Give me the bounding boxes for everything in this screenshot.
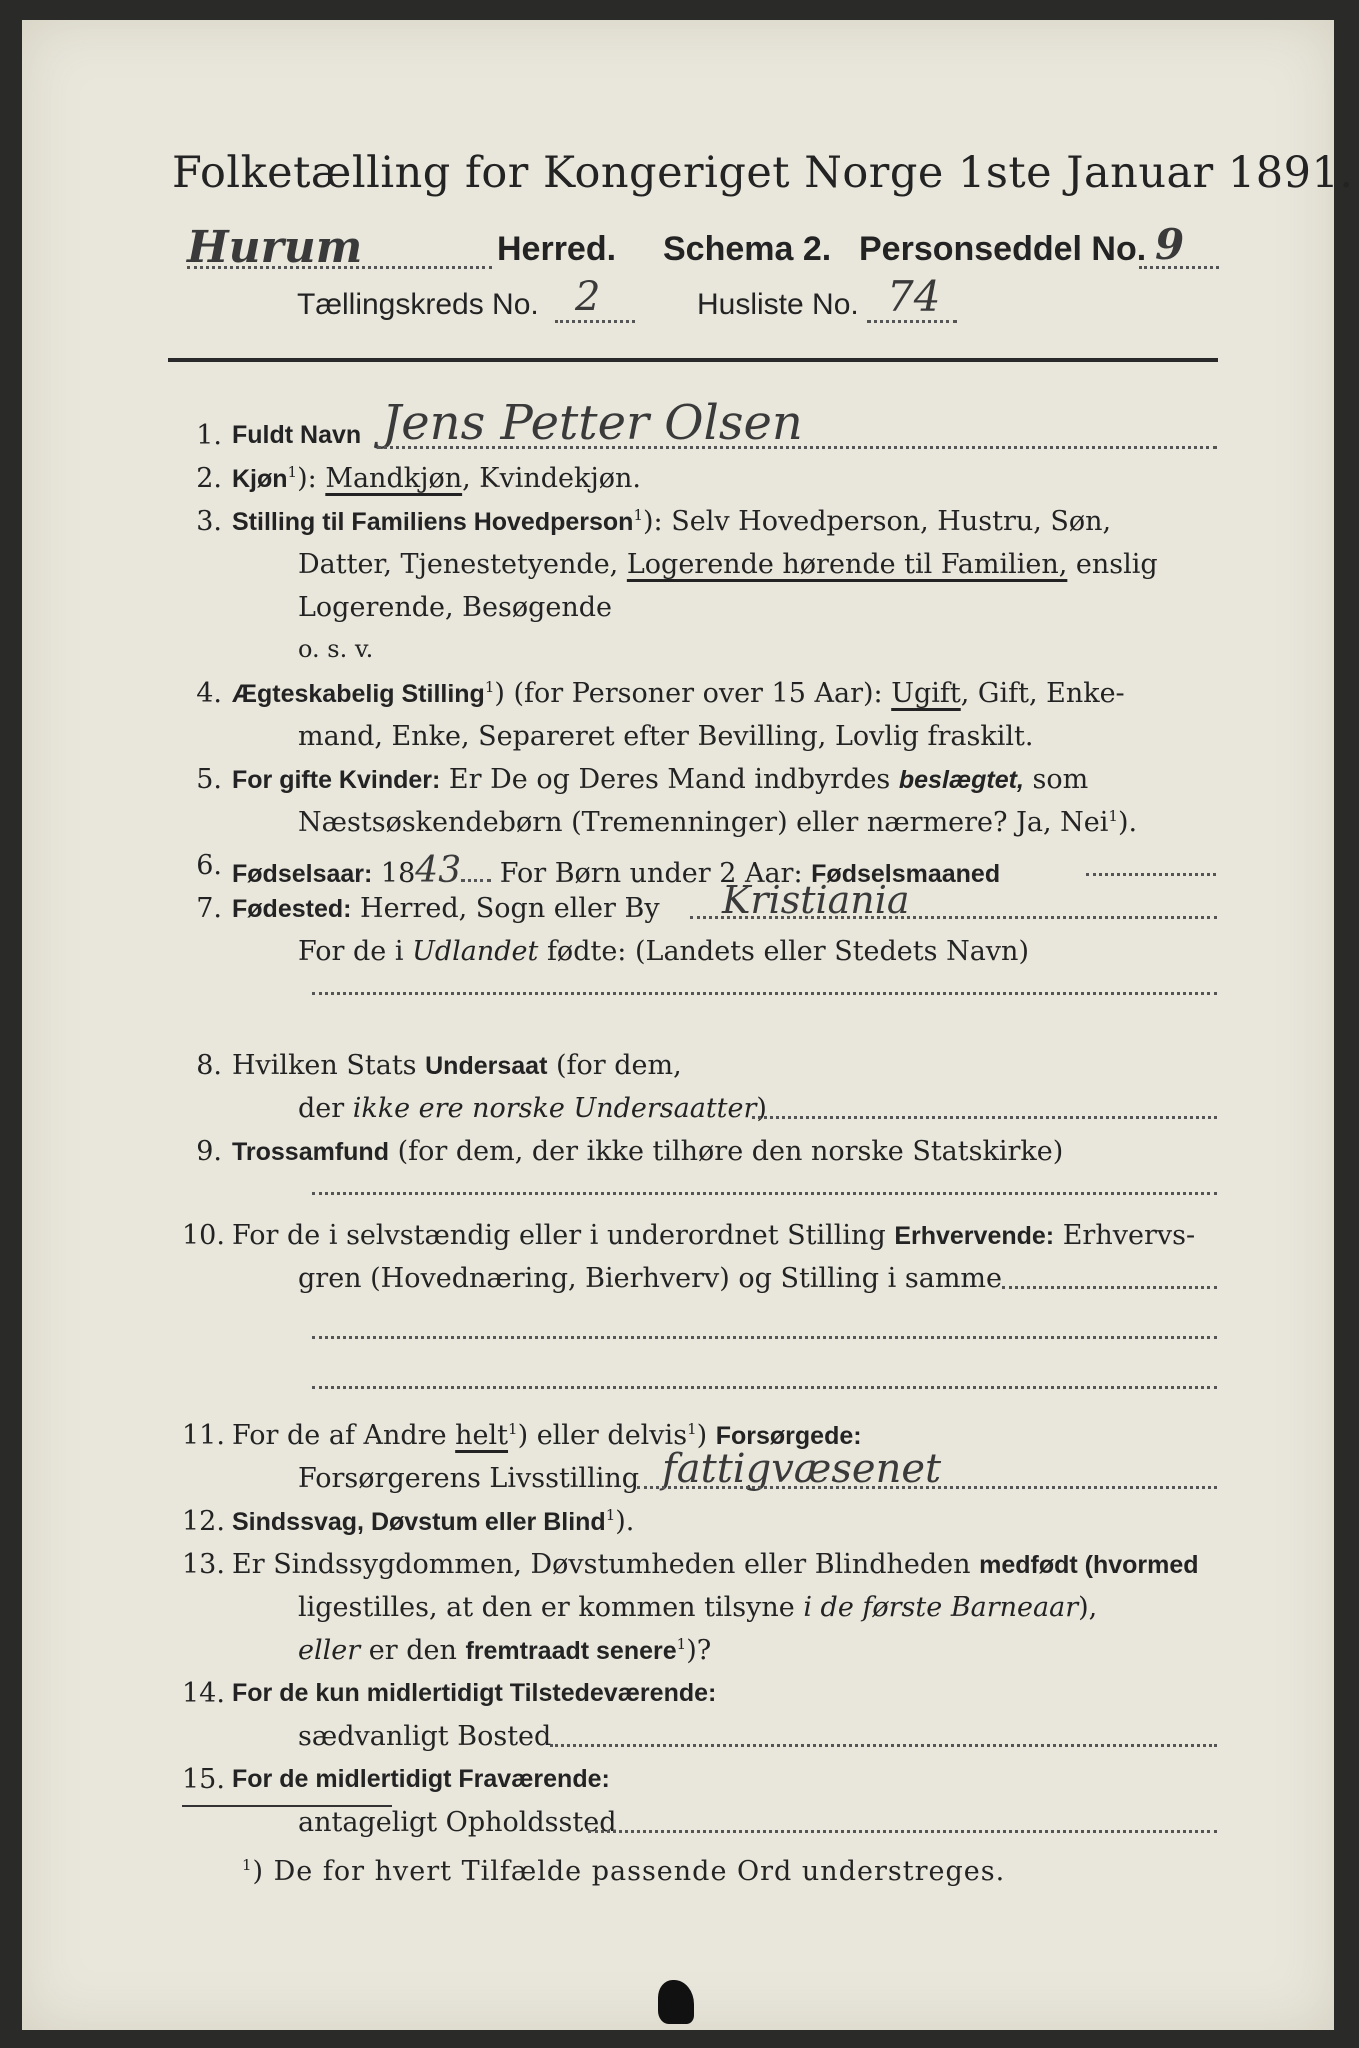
birth-year-value: 43 (415, 850, 462, 891)
religion-line: Trossamfund (for dem, der ikke tilhøre den norske Statskirke) (232, 1136, 1064, 1167)
item-number: 15. (182, 1764, 225, 1795)
married-women-line-2: Næstsøskendebørn (Tremenninger) eller nærmere? Ja, Nei$^1$). (298, 807, 1138, 838)
item-number: 7. (196, 893, 222, 924)
item-number: 10. (182, 1220, 225, 1251)
herred-line (187, 220, 1227, 280)
birth-month-label: Fødselsmaaned (811, 860, 1001, 888)
marital-status-line-2: mand, Enke, Separeret efter Bevilling, Lovlig fraskilt. (298, 721, 1034, 752)
husliste-value: 74 (887, 272, 941, 321)
family-position-line-1: Stilling til Familiens Hovedperson$^1$): Selv Hovedperson, Hustru, Søn, (232, 506, 1112, 537)
kreds-label: Tællingskreds No. (297, 288, 539, 321)
birth-year-label: Fødselsaar: (232, 860, 373, 888)
citizenship-dotted-line (752, 1116, 1217, 1119)
temporarily-absent-label: For de midlertidigt Fraværende: (232, 1765, 610, 1793)
occupation-dotted-line-3 (312, 1386, 1217, 1389)
form-title: Folketælling for Kongeriget Norge 1ste Januar 1891. (172, 148, 1354, 198)
occupation-dotted-line-1 (1002, 1286, 1217, 1289)
citizenship-line-1: Hvilken Stats Undersaat (for dem, (232, 1050, 682, 1081)
religion-dotted-line (312, 1192, 1217, 1195)
full-name-label: Fuldt Navn (232, 421, 362, 449)
personseddel-value: 9 (1155, 220, 1185, 269)
item-number: 1. (196, 420, 222, 451)
item-number: 14. (182, 1678, 225, 1709)
occupation-line-2: gren (Hovednæring, Bierhverv) og Stilling i samme (298, 1263, 1003, 1294)
birth-month-dotted-line (1086, 873, 1216, 876)
footnote: $^1$) De for hvert Tilfælde passende Ord understreges. (242, 1856, 1006, 1887)
marital-status-selected: Ugift (891, 678, 961, 709)
birthplace-dotted-line (690, 916, 1217, 919)
congenital-line-1: Er Sindssygdommen, Døvstumheden eller Blindheden medfødt (hvormed (232, 1549, 1199, 1580)
disability-label: Sindssvag, Døvstum eller Blind (232, 1508, 606, 1536)
item-number: 5. (196, 764, 222, 795)
herred-value: Hurum (187, 222, 363, 273)
probable-residence-line: antageligt Opholdssted (298, 1807, 617, 1838)
supporter-value: fattigvæsenet (662, 1446, 942, 1492)
birthplace-abroad-line: For de i Udlandet fødte: (Landets eller Stedets Navn) (298, 936, 1029, 967)
married-women-line-1: For gifte Kvinder: Er De og Deres Mand indbyrdes beslægtet, som (232, 764, 1089, 795)
herred-label: Herred. (497, 230, 617, 268)
item-number: 11. (182, 1420, 225, 1451)
item-number: 6. (196, 850, 222, 881)
sex-label: Kjøn (232, 465, 288, 493)
temporarily-present-label: For de kun midlertidigt Tilstedeværende: (232, 1679, 717, 1707)
married-women-label: For gifte Kvinder: (232, 766, 441, 794)
item-number: 2. (196, 463, 222, 494)
occupation-dotted-line-2 (312, 1336, 1217, 1339)
item-number: 4. (196, 678, 222, 709)
item-number: 13. (182, 1549, 225, 1580)
supported-label: Forsørgede: (715, 1422, 862, 1450)
probable-residence-dotted-line (588, 1830, 1217, 1833)
kreds-line (297, 272, 1097, 336)
personseddel-label: Personseddel No. (859, 230, 1147, 268)
usual-residence-line: sædvanligt Bosted (298, 1721, 552, 1752)
family-position-line-2: Datter, Tjenestetyende, Logerende hørende til Familien, enslig (298, 549, 1158, 580)
kreds-value: 2 (575, 274, 601, 320)
ink-blot (658, 1980, 694, 2024)
birthplace-line: Fødested: Herred, Sogn eller By (232, 893, 660, 924)
item-number: 3. (196, 506, 222, 537)
birthplace-abroad-dotted-line (312, 992, 1217, 995)
husliste-dotted-line (867, 320, 957, 323)
birthplace-label: Fødested: (232, 895, 352, 923)
sex-line: Kjøn$^1$): Mandkjøn, Kvindekjøn. (232, 463, 641, 494)
item-number: 9. (196, 1136, 222, 1167)
marital-status-label: Ægteskabelig Stilling (232, 680, 485, 708)
supporter-dotted-line (637, 1486, 1217, 1489)
sex-option-female: , Kvindekjøn. (462, 463, 641, 494)
husliste-label: Husliste No. (697, 288, 859, 321)
occupation-line-1: For de i selvstændig eller i underordnet Stilling Erhvervende: Erhvervs- (232, 1220, 1196, 1251)
supported-selected: helt (455, 1420, 509, 1451)
schema-label: Schema 2. (663, 230, 832, 268)
citizenship-line-2: der ikke ere norske Undersaatter) (298, 1093, 767, 1124)
family-position-label: Stilling til Familiens Hovedperson (232, 508, 634, 536)
supporter-line: Forsørgerens Livsstilling (298, 1463, 640, 1494)
sex-option-male: Mandkjøn (325, 463, 463, 494)
citizenship-label: Undersaat (425, 1052, 548, 1080)
full-name-value: Jens Petter Olsen (382, 395, 803, 451)
item-number: 12. (182, 1506, 225, 1537)
full-name-dotted-line (377, 446, 1217, 449)
birth-year-line: Fødselsaar: 1843 For Børn under 2 Aar: Fødselsmaaned (232, 850, 1001, 891)
occupation-label: Erhvervende: (894, 1222, 1055, 1250)
census-form-page (22, 20, 1354, 2030)
congenital-line-3: eller er den fremtraadt senere$^1$)? (298, 1635, 712, 1666)
supported-line-1: For de af Andre helt$^1$) eller delvis$^1$) Forsørgede: (232, 1420, 862, 1451)
header-rule (168, 358, 1218, 362)
family-position-line-4: o. s. v. (298, 635, 374, 663)
congenital-line-2: ligestilles, at den er kommen tilsyne i de første Barneaar), (298, 1592, 1098, 1623)
footnote-rule (182, 1805, 392, 1807)
family-position-line-3: Logerende, Besøgende (298, 592, 612, 623)
usual-residence-dotted-line (550, 1744, 1217, 1747)
disability-line: Sindssvag, Døvstum eller Blind$^1$). (232, 1506, 635, 1537)
birthplace-value: Kristiania (722, 878, 910, 922)
kreds-dotted-line (555, 320, 635, 323)
religion-label: Trossamfund (232, 1138, 389, 1166)
herred-dotted-line (187, 266, 492, 269)
family-position-selected: Logerende hørende til Familien, (626, 549, 1068, 580)
personseddel-dotted-line (1139, 266, 1219, 269)
marital-status-line-1: Ægteskabelig Stilling$^1$) (for Personer over 15 Aar): Ugift, Gift, Enke- (232, 678, 1125, 709)
item-number: 8. (196, 1050, 222, 1081)
